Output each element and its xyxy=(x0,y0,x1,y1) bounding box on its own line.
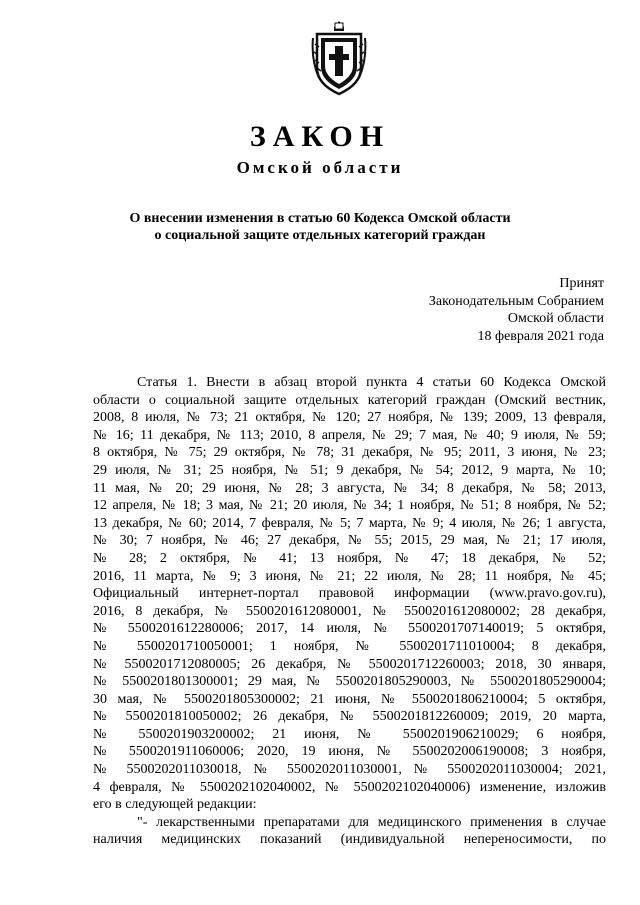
article-line: Статья 1. Внести в абзац второй пункта 4 статьи 60 Кодекса Омской xyxy=(137,375,606,390)
article-line: его в следующей редакции: xyxy=(93,797,257,813)
adoption-line: Принят xyxy=(559,276,604,291)
article-line: 11 мая, № 20; 29 июня, № 28; 3 августа, № 34; 8 декабря, № 58; 2013, xyxy=(93,480,606,496)
coat-of-arms-icon xyxy=(311,20,367,96)
article-line: Официальный интернет-портал правовой информации (www.pravo.gov.ru), xyxy=(93,586,606,602)
article-line: 30 мая, № 5500201805300002; 21 июня, № 5500201806210004; 5 октября, xyxy=(93,691,606,707)
article-line: области о социальной защите отдельных категорий граждан (Омский вестник, xyxy=(93,392,606,408)
heading-line: о социальной защите отдельных категорий граждан xyxy=(154,228,486,243)
article-line: № 5500201903200002; 21 июня, № 5500201906210029; 6 ноября, xyxy=(93,726,606,742)
article-line: № 30; 7 ноября, № 46; 27 декабря, № 55; 2015, 29 мая, № 21; 17 июля, xyxy=(93,533,606,549)
article-line: 2016, 8 декабря, № 5500201612080001, № 5500201612080002; 28 декабря, xyxy=(93,603,606,619)
article-line: № 16; 11 декабря, № 113; 2010, 8 апреля, № 29; 7 мая, № 40; 9 июля, № 59; xyxy=(93,427,606,443)
article-line: № 5500201612280006; 2017, 14 июля, № 5500201707140019; 5 октября, xyxy=(93,621,606,637)
article-line: 29 июля, № 31; 25 ноября, № 51; 9 декабря, № 54; 2012, 9 марта, № 10; xyxy=(93,462,606,478)
article-line: 8 октября, № 75; 29 октября, № 78; 31 декабря, № 95; 2011, 3 июня, № 23; xyxy=(93,445,606,461)
article-1-body xyxy=(93,374,606,849)
law-region-subtitle: Омской области xyxy=(236,158,404,177)
article-line: 2016, 11 марта, № 9; 3 июня, № 21; 22 июля, № 28; 11 ноября, № 45; xyxy=(93,568,606,584)
article-line: № 5500202011030018, № 5500202011030001, № 5500202011030004; 2021, xyxy=(93,762,606,778)
article-line: № 5500201810050002; 26 декабря, № 5500201812260009; 2019, 20 марта, xyxy=(93,709,606,725)
quote-line: "- лекарственными препаратами для медицинского применения в случае xyxy=(137,814,606,830)
adoption-line: Омской области xyxy=(507,311,604,326)
article-line: 4 февраля, № 5500202102040002, № 5500202102040006) изменение, изложив xyxy=(93,779,606,795)
heading-line: О внесении изменения в статью 60 Кодекса Омской области xyxy=(129,211,511,226)
adoption-date: 18 февраля 2021 года xyxy=(477,328,604,344)
article-line: 12 апреля, № 18; 3 мая, № 21; 20 июля, № 34; 1 ноября, № 51; 8 ноября, № 52; xyxy=(93,498,606,514)
article-line: 13 декабря, № 60; 2014, 7 февраля, № 5; 7 марта, № 9; 4 июля, № 26; 1 августа, xyxy=(93,515,606,531)
article-line: № 5500201911060006; 2020, 19 июня, № 5500202006190008; 3 ноября, xyxy=(93,744,606,760)
article-line: № 5500201801300001; 29 мая, № 5500201805290003, № 5500201805290004; xyxy=(93,674,606,690)
adoption-line: Законодательным Собранием xyxy=(428,293,604,309)
article-line: № 28; 2 октября, № 41; 13 ноября, № 47; 18 декабря, № 52; xyxy=(93,550,606,566)
article-line: № 5500201712080005; 26 декабря, № 5500201712260003; 2018, 30 января, xyxy=(93,656,606,672)
article-line: № 5500201710050001; 1 ноября, № 5500201711010004; 8 декабря, xyxy=(93,638,606,654)
article-line: 2008, 8 июля, № 73; 21 октября, № 120; 27 ноября, № 139; 2009, 13 февраля, xyxy=(93,410,606,426)
quote-line: наличия медицинских показаний (индивидуальной непереносимости, по xyxy=(93,832,606,848)
document-heading xyxy=(0,210,640,244)
law-title: ЗАКОН xyxy=(249,120,391,153)
adoption-block xyxy=(429,275,604,345)
